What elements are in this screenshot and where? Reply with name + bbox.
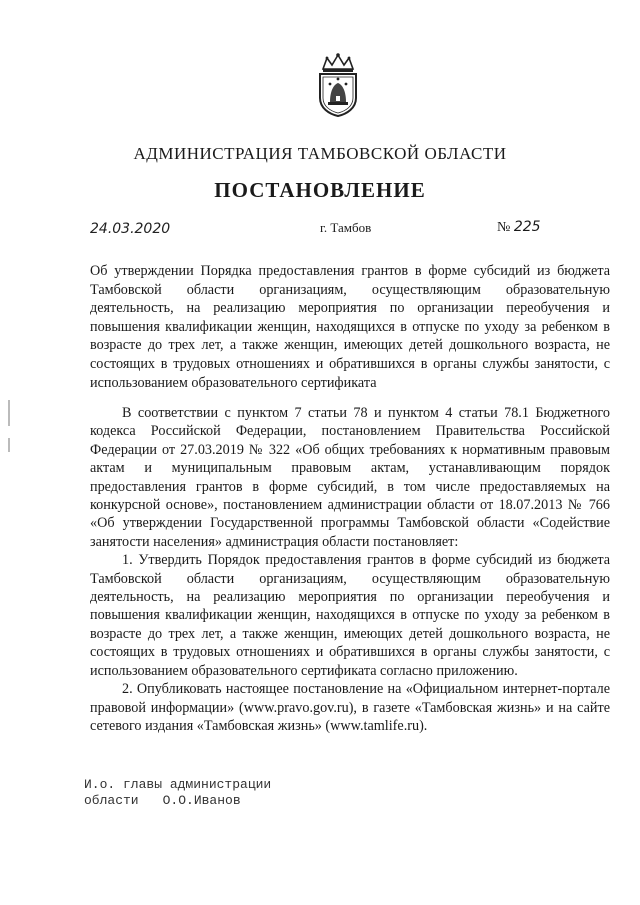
signatory-position: И.о. главы администрации xyxy=(84,777,272,792)
preamble-paragraph: В соответствии с пунктом 7 статьи 78 и пунктом 4 статьи 78.1 Бюджетного кодекса Российской Федерации, постановлением Правительства Российской Федерации от 27.03.2019 № 322 «Об общих требованиях к нормативным правовым актам и муниципальным правовым актам, устанавливающим порядок предоставления грантов в форме субсидий, в том числе предоставляемых на конкурсной основе», постановлением администрации области от 18.07.2013 № 766 «Об утверждении Государственной программы Тамбовской области «Содействие занятости населения» администрация области постановляет: xyxy=(90,405,610,550)
scan-mark xyxy=(8,400,10,426)
document-date: 24.03.2020 xyxy=(90,221,171,237)
signature-block xyxy=(84,777,271,809)
document-type-heading: ПОСТАНОВЛЕНИЕ xyxy=(214,178,426,202)
number-value: 225 xyxy=(513,219,541,235)
signatory-name: О.О.Иванов xyxy=(162,793,241,808)
tambov-coat-of-arms-icon xyxy=(313,52,363,118)
document-number xyxy=(497,219,541,236)
number-label: № xyxy=(497,220,511,235)
document-body xyxy=(90,404,610,735)
item-2-paragraph: 2. Опубликовать настоящее постановление на «Официальном интернет-портале правовой информации» (www.pravo.gov.ru), в газете «Тамбовская жизнь» и на сайте сетевого издания «Тамбовская жизнь» (www.tamlife.ru). xyxy=(90,681,610,734)
item-1-paragraph: 1. Утвердить Порядок предоставления грантов в форме субсидий из бюджета Тамбовской области организациям, осуществляющим образовательную деятельность, на реализацию мероприятия по организации переобучения и повышения квалификации женщин, находящихся в отпуске по уходу за ребенком в возрасте до трех лет, а также женщин, имеющих детей дошкольного возраста, не состоящих в трудовых отношениях и обратившихся в органы службы занятости, с использованием образовательного сертификата согласно приложению. xyxy=(90,552,610,679)
scan-mark xyxy=(8,438,10,452)
signatory-position-line2: области О.О.Иванов xyxy=(84,793,241,808)
organization-name: АДМИНИСТРАЦИЯ ТАМБОВСКОЙ ОБЛАСТИ xyxy=(133,144,507,163)
document-title: Об утверждении Порядка предоставления грантов в форме субсидий из бюджета Тамбовской области организациям, осуществляющим образовательную деятельность, на реализацию мероприятия по организации переобучения и повышения квалификации женщин, находящихся в отпуске по уходу за ребенком в возрасте до трех лет, а также женщин, имеющих детей дошкольного возраста, не состоящих в трудовых отношениях и обратившихся в органы службы занятости, с использованием образовательного сертификата xyxy=(90,263,610,391)
document-city: г. Тамбов xyxy=(320,220,372,235)
